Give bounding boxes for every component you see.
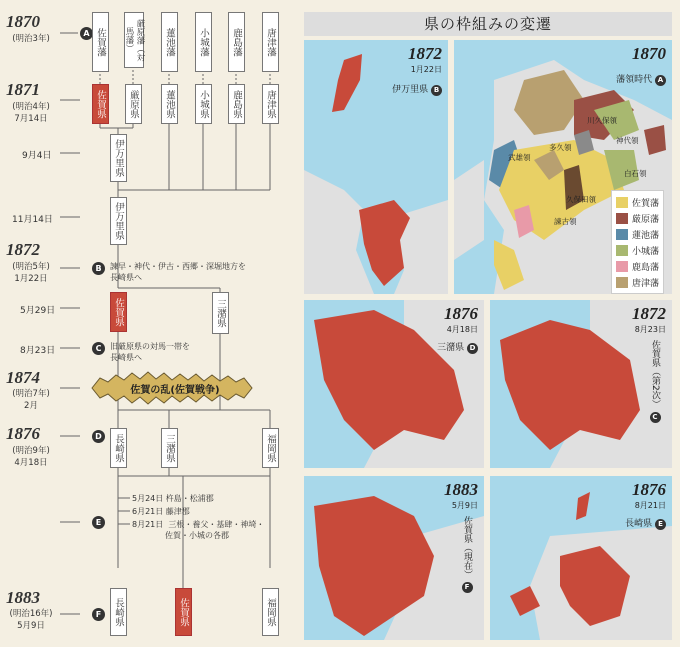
timeline (0, 0, 296, 647)
saga-war-label: 佐賀の乱(佐賀戦争) (130, 385, 220, 396)
year-1876: 1876 (6, 424, 40, 443)
domain-koshiro: 神代領 (616, 136, 639, 145)
year-1876-era: (明治9年) (12, 446, 50, 456)
year-1870-era: (明治3年) (12, 34, 50, 44)
note-c: 旧厳原県の対馬一帯を 長崎県へ (110, 342, 190, 362)
map-1870-domains (454, 40, 672, 294)
legend-item: 蓮池藩 (616, 226, 659, 242)
year-1872-date: 1月22日 (14, 274, 48, 284)
map-1883-saga-current (304, 476, 484, 640)
map-label: A (655, 75, 666, 86)
map-caption: 藩領時代 A (616, 72, 666, 86)
year-1872: 1872 (6, 240, 40, 259)
domain-isahaya: 諫古領 (554, 217, 577, 226)
map-label: E (655, 519, 666, 530)
map-1872-imari (304, 40, 448, 294)
label-e: E (92, 516, 105, 529)
box-fukuoka-2: 福岡県 (262, 588, 279, 636)
legend-item: 鹿島藩 (616, 258, 659, 274)
timeline-lines (0, 0, 296, 647)
date-9-4: 9月4日 (22, 151, 52, 161)
map-year: 1876 (632, 480, 666, 499)
box-kashima-ken: 鹿島県 (228, 84, 245, 124)
page-title: 県の枠組みの変遷 (304, 12, 672, 36)
legend-swatch (616, 229, 628, 240)
box-nagasaki-1: 長崎県 (110, 428, 127, 468)
date-8-23: 8月23日 (20, 346, 56, 356)
map-caption: 伊万里県 B (392, 82, 442, 96)
year-1871-date: 7月14日 (14, 114, 48, 124)
box-saga-han: 佐賀藩 (92, 12, 109, 72)
map-caption: 三潴県 D (437, 340, 478, 354)
map-caption: 長崎県 E (625, 516, 666, 530)
box-ogi-han: 小城藩 (195, 12, 212, 72)
legend-swatch (616, 245, 628, 256)
year-1883-date: 5月9日 (17, 621, 45, 631)
year-1874-date: 2月 (24, 401, 38, 411)
e-line-3: 8月21日 三根・養父・基肆・神埼・ 佐賀・小城の各郡 (132, 520, 265, 540)
year-1872-era: (明治5年) (12, 262, 50, 272)
domain-kawakubo: 川久保領 (587, 116, 617, 125)
map-label: D (467, 343, 478, 354)
legend-item: 小城藩 (616, 242, 659, 258)
map-date: 8月23日 (634, 325, 666, 334)
box-kashima-han: 鹿島藩 (228, 12, 245, 72)
label-f: F (92, 608, 105, 621)
date-5-29: 5月29日 (20, 306, 56, 316)
box-mizuma-1: 三潴県 (212, 292, 229, 334)
box-karatsu-ken: 唐津県 (262, 84, 279, 124)
box-nagasaki-2: 長崎県 (110, 588, 127, 636)
year-1883: 1883 (6, 588, 40, 607)
map-year: 1870 (632, 44, 666, 63)
box-karatsu-han: 唐津藩 (262, 12, 279, 72)
legend (611, 190, 664, 294)
domain-taku: 多久領 (549, 143, 572, 152)
year-1871-era: (明治4年) (12, 102, 50, 112)
box-hasuike-ken: 蓮池県 (161, 84, 178, 124)
map-label: C (650, 412, 661, 423)
label-c: C (92, 342, 105, 355)
domain-shiraishi: 白石領 (624, 169, 647, 178)
year-1876-date: 4月18日 (14, 458, 48, 468)
map-date: 8月21日 (634, 501, 666, 510)
box-saga-3: 佐賀県 (175, 588, 192, 636)
e-line-2: 6月21日 藤津郡 (132, 507, 190, 516)
map-1876-nagasaki (490, 476, 672, 640)
map-1876-mizuma (304, 300, 484, 468)
map-year: 1872 (408, 44, 442, 63)
e-line-1: 5月24日 杵島・松浦郡 (132, 494, 214, 503)
map-year: 1883 (444, 480, 478, 499)
year-1874: 1874 (6, 368, 40, 387)
box-fukuoka-1: 福岡県 (262, 428, 279, 468)
box-izuhara-han: 厳原藩（対馬藩） (124, 12, 144, 68)
map-caption: 佐賀県（現在） F (462, 516, 472, 591)
legend-item: 唐津藩 (616, 274, 659, 290)
box-ogi-ken: 小城県 (195, 84, 212, 124)
map-date: 1月22日 (410, 65, 442, 74)
note-b: 諫早・神代・伊古・西郷・深堀地方を 長崎県へ (110, 262, 246, 282)
map-year: 1876 (444, 304, 478, 323)
map-label: F (462, 582, 473, 593)
legend-item: 厳原藩 (616, 210, 659, 226)
map-caption: 佐賀県（第2次） C (650, 340, 660, 421)
box-izuhara-ken: 厳原県 (125, 84, 142, 124)
label-a: A (80, 27, 93, 40)
legend-swatch (616, 277, 628, 288)
box-hasuike-han: 蓮池藩 (161, 12, 178, 72)
label-d: D (92, 430, 105, 443)
label-b: B (92, 262, 105, 275)
legend-item: 佐賀藩 (616, 194, 659, 210)
box-imari-1: 伊万里県 (110, 134, 127, 182)
legend-swatch (616, 197, 628, 208)
map-label: B (431, 85, 442, 96)
domain-kubota: 久保田領 (566, 195, 596, 204)
domain-takeo: 武雄領 (508, 153, 531, 162)
box-saga-2: 佐賀県 (110, 292, 127, 332)
box-imari-2: 伊万里県 (110, 197, 127, 245)
map-date: 4月18日 (446, 325, 478, 334)
year-1870: 1870 (6, 12, 40, 31)
box-mizuma-2: 三潴県 (161, 428, 178, 468)
date-11-14: 11月14日 (12, 215, 53, 225)
legend-swatch (616, 261, 628, 272)
map-date: 5月9日 (451, 501, 478, 510)
map-1872-saga-2nd (490, 300, 672, 468)
year-1871: 1871 (6, 80, 40, 99)
year-1874-era: (明治7年) (12, 389, 50, 399)
box-saga-ken: 佐賀県 (92, 84, 109, 124)
year-1883-era: (明治16年) (9, 609, 53, 619)
legend-swatch (616, 213, 628, 224)
map-year: 1872 (632, 304, 666, 323)
